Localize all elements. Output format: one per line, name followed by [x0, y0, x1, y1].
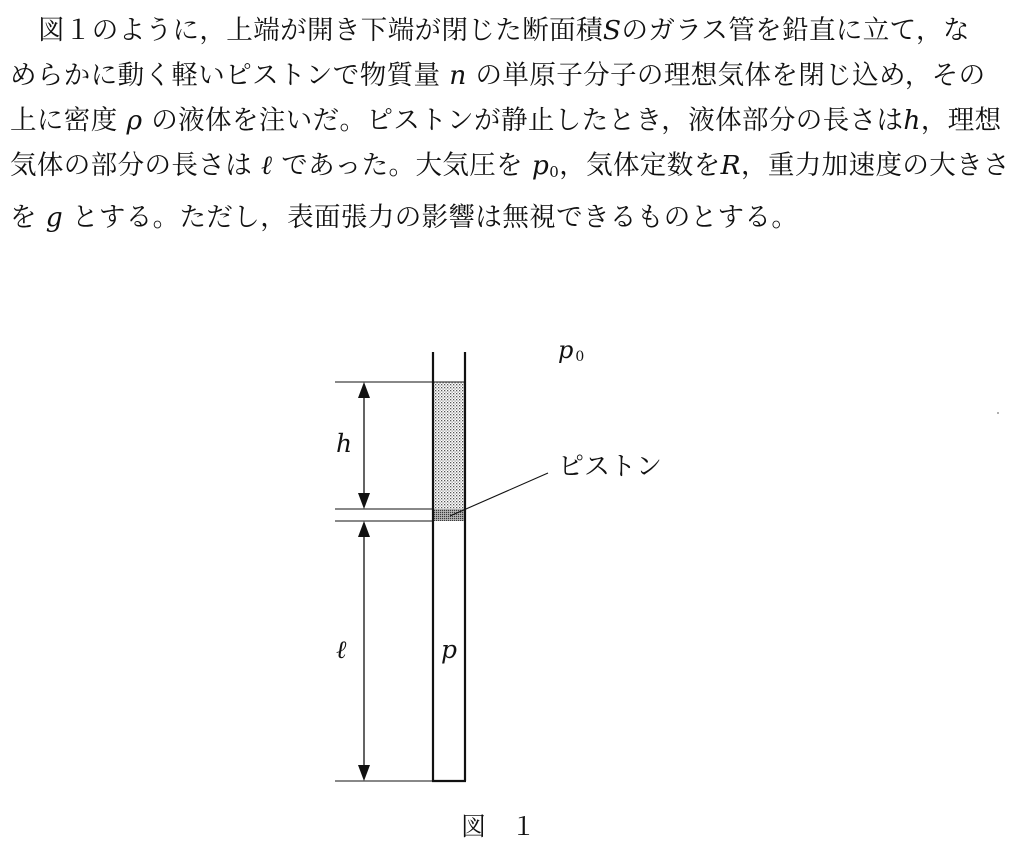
text-span: 気体の部分の長さは	[10, 150, 253, 181]
var-h: h	[903, 105, 921, 136]
var-n: n	[449, 60, 467, 91]
var-p0: p	[531, 150, 550, 181]
text-span: ，気体定数を	[559, 150, 721, 181]
text-span: のガラス管を鉛直に立て，な	[621, 15, 970, 46]
var-R: R	[720, 150, 741, 181]
var-rho: ρ	[126, 105, 143, 136]
piston	[434, 509, 464, 521]
text-span: であった。大気圧を	[281, 150, 524, 181]
text-span: ，理想	[920, 105, 1002, 136]
h-dimension-arrow	[358, 382, 370, 509]
text-span: めらかに動く軽いピストンで物質量	[10, 60, 441, 91]
var-p0-subscript: 0	[549, 163, 560, 181]
text-span: の単原子分子の理想気体を閉じ込め，その	[475, 60, 986, 91]
var-g: g	[45, 202, 64, 233]
h-label: h	[336, 429, 353, 458]
text-span: ，重力加速度の大きさ	[740, 150, 1010, 181]
p0-label: p 0	[558, 336, 585, 365]
var-S: S	[602, 15, 622, 46]
p-label: p	[441, 635, 458, 664]
l-dimension-arrow	[358, 521, 370, 781]
liquid-column	[434, 382, 464, 509]
figure-caption: 図 １	[461, 812, 537, 841]
text-span: とする。ただし，表面張力の影響は無視できるものとする。	[71, 202, 799, 233]
text-span: の液体を注いだ。ピストンが静止したとき，液体部分の長さは	[151, 105, 904, 136]
l-label: ℓ	[336, 635, 347, 664]
piston-label: ピストン	[558, 452, 663, 482]
text-span: を	[10, 202, 37, 233]
var-l: ℓ	[260, 150, 273, 181]
scan-speck	[997, 412, 999, 414]
text-span: 上に密度	[10, 105, 118, 136]
text-span: 図１のように，上端が開き下端が閉じた断面積	[38, 15, 603, 46]
